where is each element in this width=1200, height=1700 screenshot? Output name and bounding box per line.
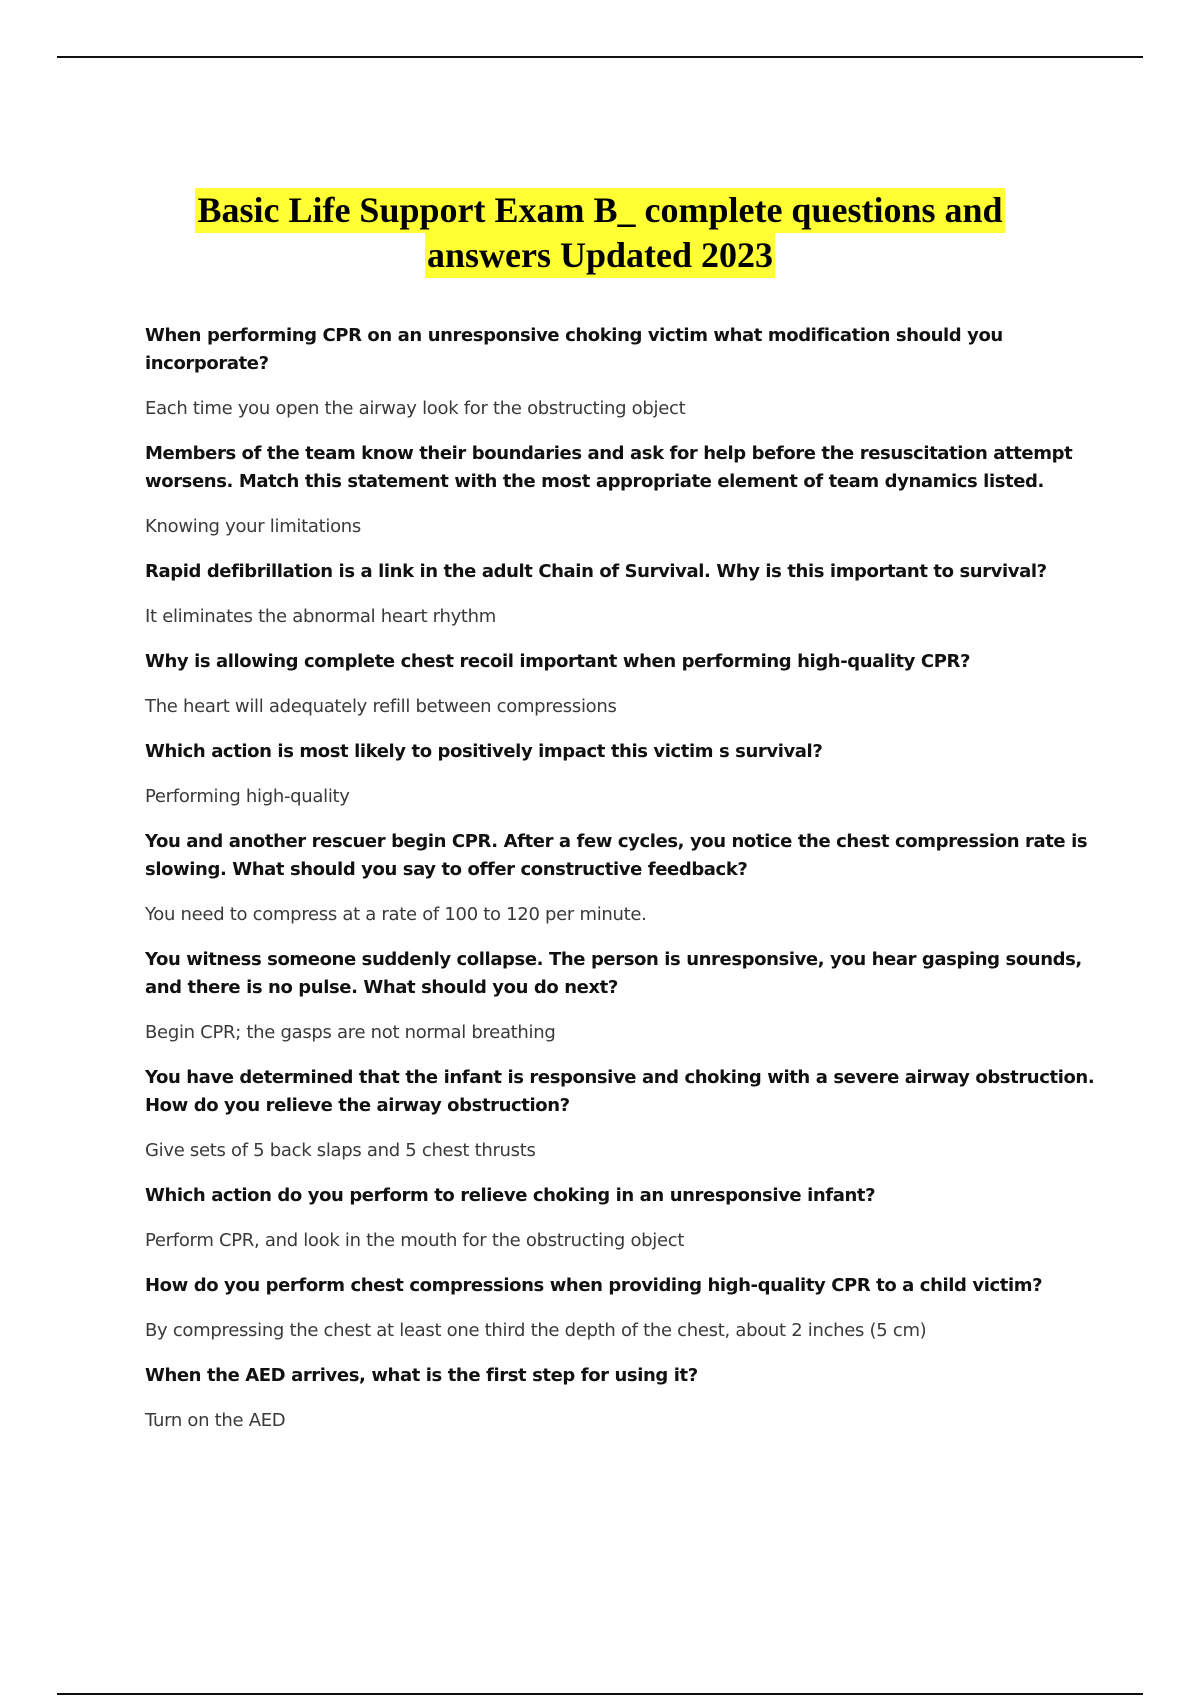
answer-text: By compressing the chest at least one third the depth of the chest, about 2 inches (5 cm) — [145, 1320, 927, 1341]
qa-item — [145, 1182, 1095, 1255]
document-title — [100, 188, 1100, 278]
qa-item — [145, 1362, 1095, 1435]
qa-item — [145, 648, 1095, 721]
answer-text: Turn on the AED — [145, 1410, 286, 1431]
qa-item — [145, 322, 1095, 423]
qa-item — [145, 828, 1095, 929]
question-text: Which action do you perform to relieve choking in an unresponsive infant? — [145, 1185, 876, 1206]
answer-text: Knowing your limitations — [145, 516, 361, 537]
qa-item — [145, 946, 1095, 1047]
question-text: You have determined that the infant is responsive and choking with a severe airway obstruction. How do you relieve the airway obstruction? — [145, 1067, 1095, 1116]
qa-item — [145, 440, 1095, 541]
bottom-rule — [57, 1693, 1143, 1695]
answer-text: You need to compress at a rate of 100 to 120 per minute. — [145, 904, 647, 925]
qa-item — [145, 1272, 1095, 1345]
question-text: You witness someone suddenly collapse. The person is unresponsive, you hear gasping sounds, and there is no pulse. What should you do next? — [145, 949, 1082, 998]
question-text: Which action is most likely to positively impact this victim s survival? — [145, 741, 823, 762]
question-text: Rapid defibrillation is a link in the adult Chain of Survival. Why is this important to survival? — [145, 561, 1047, 582]
answer-text: Each time you open the airway look for the obstructing object — [145, 398, 686, 419]
answer-text: It eliminates the abnormal heart rhythm — [145, 606, 497, 627]
qa-item — [145, 738, 1095, 811]
title-line-2: answers Updated 2023 — [425, 233, 775, 278]
answer-text: Perform CPR, and look in the mouth for the obstructing object — [145, 1230, 685, 1251]
question-text: You and another rescuer begin CPR. After a few cycles, you notice the chest compression rate is slowing. What should you say to offer constructive feedback? — [145, 831, 1088, 880]
question-text: How do you perform chest compressions when providing high-quality CPR to a child victim? — [145, 1275, 1043, 1296]
question-text: Why is allowing complete chest recoil important when performing high-quality CPR? — [145, 651, 970, 672]
answer-text: Performing high-quality — [145, 786, 350, 807]
top-rule — [57, 56, 1143, 58]
answer-text: Give sets of 5 back slaps and 5 chest thrusts — [145, 1140, 536, 1161]
answer-text: The heart will adequately refill between compressions — [145, 696, 617, 717]
question-text: When performing CPR on an unresponsive choking victim what modification should you incorporate? — [145, 325, 1003, 374]
qa-item — [145, 558, 1095, 631]
answer-text: Begin CPR; the gasps are not normal breathing — [145, 1022, 556, 1043]
question-text: When the AED arrives, what is the first step for using it? — [145, 1365, 698, 1386]
qa-list — [145, 322, 1095, 1452]
qa-item — [145, 1064, 1095, 1165]
question-text: Members of the team know their boundaries and ask for help before the resuscitation attempt worsens. Match this statement with the most appropriate element of team dynamics listed. — [145, 443, 1073, 492]
title-line-1: Basic Life Support Exam B_ complete questions and — [195, 188, 1004, 233]
